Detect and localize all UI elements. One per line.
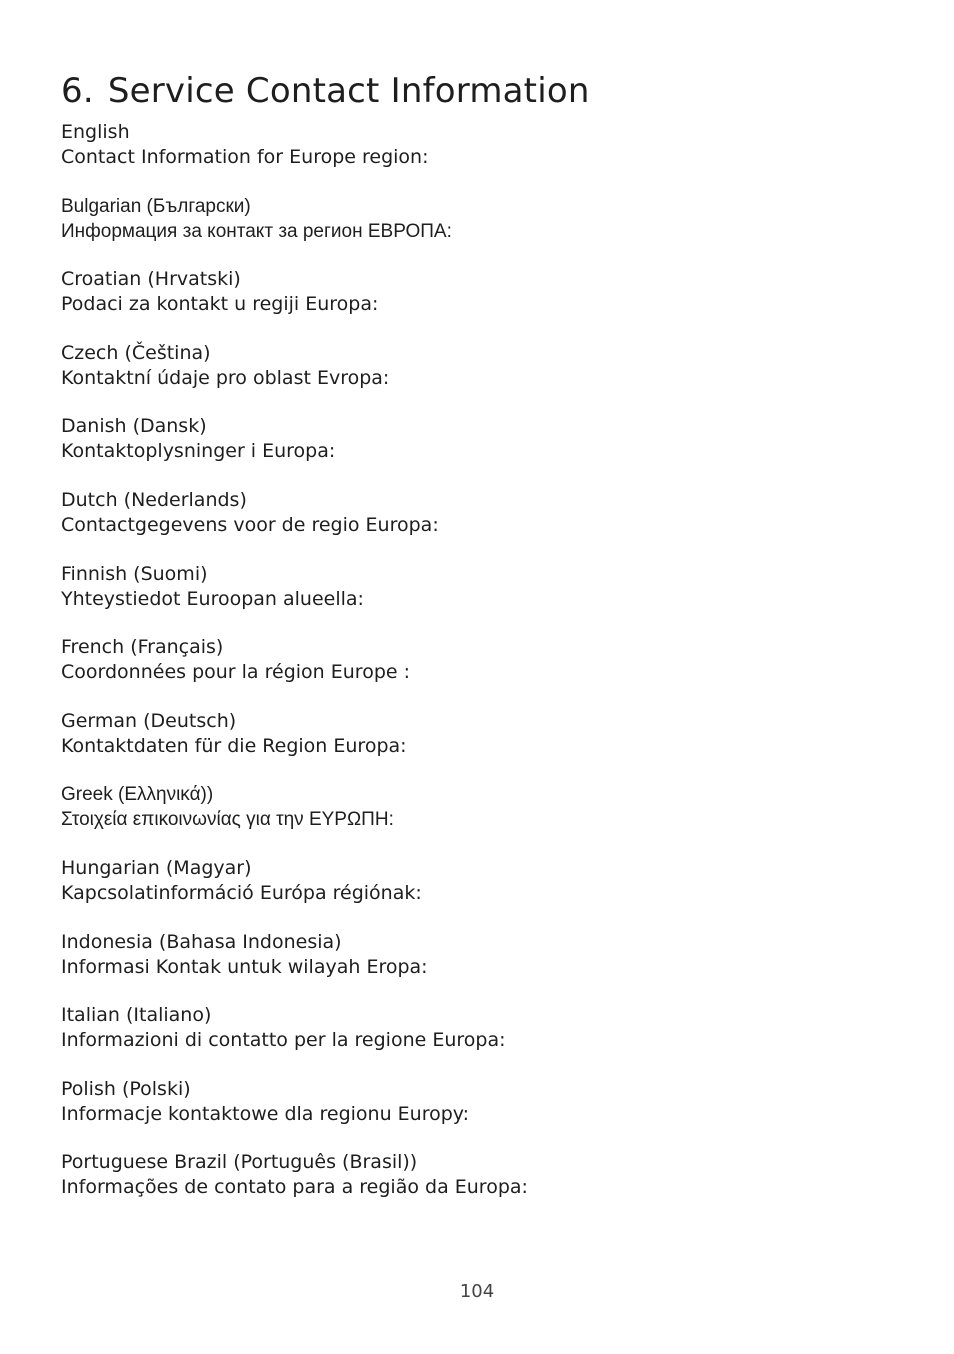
entry-description: Kapcsolatinformáció Európa régiónak: <box>61 881 422 904</box>
page-number: 104 <box>459 1281 495 1302</box>
contact-entry-finnish <box>61 562 881 612</box>
contact-entry-bulgarian <box>61 194 881 244</box>
entry-description: Podaci za kontakt u regiji Europa: <box>61 293 379 316</box>
contact-entry-polish <box>61 1077 881 1127</box>
entry-language: English <box>61 121 130 143</box>
contact-entries <box>61 120 881 1224</box>
entry-language: Bulgarian (Български) <box>61 195 251 217</box>
contact-entry-czech <box>61 341 881 391</box>
entry-language: Portuguese Brazil (Português (Brasil)) <box>61 1151 418 1174</box>
entry-language: Finnish (Suomi) <box>61 562 208 585</box>
entry-language: German (Deutsch) <box>61 709 237 732</box>
entry-description: Contactgegevens voor de regio Europa: <box>61 513 439 536</box>
contact-entry-greek <box>61 782 881 832</box>
entry-language: Greek (Ελληνικά)) <box>61 784 214 806</box>
entry-description: Информация за контакт за регион ЕВРОПА: <box>61 220 452 242</box>
entry-language: Italian (Italiano) <box>61 1004 212 1027</box>
entry-language: French (Français) <box>61 636 224 659</box>
section-title: Service Contact Information <box>107 71 590 111</box>
entry-description: Contact Information for Europe region: <box>61 146 429 168</box>
entry-description: Kontaktoplysninger i Europa: <box>61 440 336 463</box>
contact-entry-portuguese-brazil <box>61 1150 881 1200</box>
entry-language: Czech (Čeština) <box>61 341 211 364</box>
entry-language: Danish (Dansk) <box>61 415 207 438</box>
page-title <box>61 68 590 114</box>
entry-description: Στοιχεία επικοινωνίας για την ΕΥΡΩΠΗ: <box>61 809 394 831</box>
contact-entry-croatian <box>61 267 881 317</box>
entry-description: Kontaktdaten für die Region Europa: <box>61 734 407 757</box>
entry-language: Polish (Polski) <box>61 1077 191 1100</box>
entry-description: Informazioni di contatto per la regione Europa: <box>61 1029 506 1052</box>
entry-description: Informacje kontaktowe dla regionu Europy: <box>61 1102 470 1125</box>
contact-entry-english <box>61 120 881 170</box>
contact-entry-german <box>61 709 881 759</box>
entry-language: Croatian (Hrvatski) <box>61 268 241 291</box>
contact-entry-french <box>61 635 881 685</box>
section-number: 6. <box>61 71 94 111</box>
entry-description: Kontaktní údaje pro oblast Evropa: <box>61 366 390 389</box>
contact-entry-danish <box>61 414 881 464</box>
entry-description: Informasi Kontak untuk wilayah Eropa: <box>61 955 428 978</box>
contact-entry-hungarian <box>61 856 881 906</box>
entry-language: Indonesia (Bahasa Indonesia) <box>61 930 342 953</box>
contact-entry-italian <box>61 1003 881 1053</box>
entry-description: Coordonnées pour la région Europe : <box>61 661 411 684</box>
entry-description: Informações de contato para a região da Europa: <box>61 1176 528 1199</box>
contact-entry-dutch <box>61 488 881 538</box>
contact-entry-indonesia <box>61 930 881 980</box>
entry-language: Hungarian (Magyar) <box>61 856 252 879</box>
entry-language: Dutch (Nederlands) <box>61 488 247 511</box>
entry-description: Yhteystiedot Euroopan alueella: <box>61 587 364 610</box>
